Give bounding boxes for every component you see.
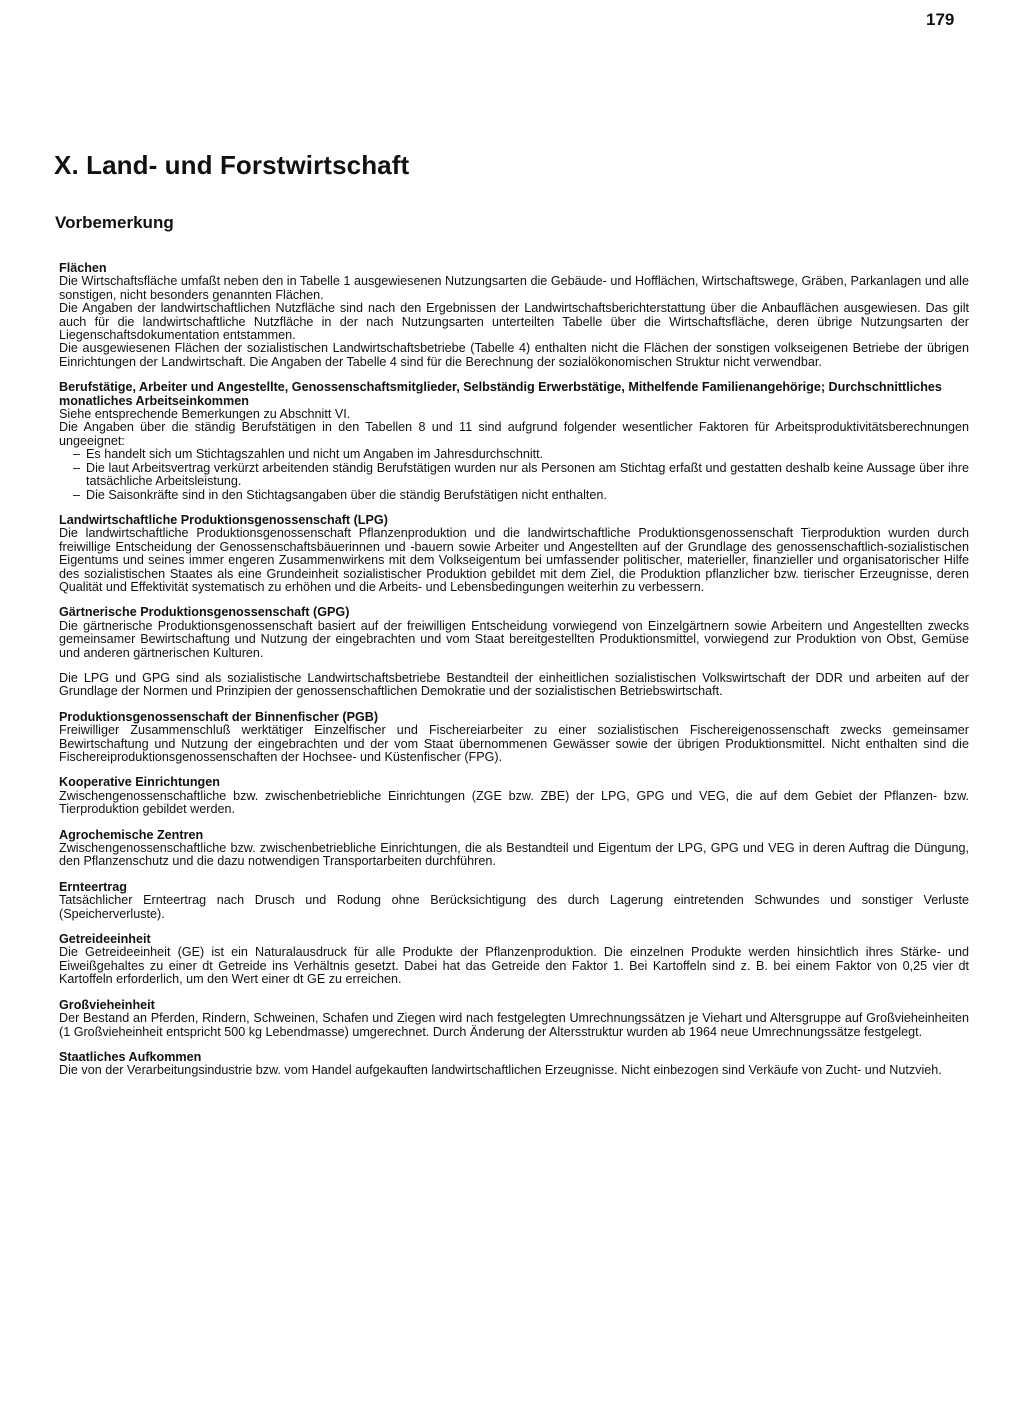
section-agrochemische-zentren [59,829,969,869]
document-body [59,262,969,1090]
section-lpg-gpg [59,672,969,699]
section-heading: Produktionsgenossenschaft der Binnenfischer (PGB) [59,709,379,724]
section-gpg [59,606,969,660]
paragraph: Siehe entsprechende Bemerkungen zu Abschnitt VI. [59,407,351,422]
paragraph: Die Getreideeinheit (GE) ist ein Naturalausdruck für alle Produkte der Pflanzenproduktion. Die einzelnen Produkte werden hinsichtlich ihres Stärke- und Eiweißgehaltes zu einer dt Getreide ins Verhältnis gesetzt. Dabei hat das Getreide den Faktor 1. Bei Kartoffeln sind z. B. bei einem Faktor von 0,25 vier dt Kartoffeln erforderlich, um den Wert einer dt GE zu erreichen. [59,945,969,987]
list-item: – Die laut Arbeitsvertrag verkürzt arbeitenden ständig Berufstätigen wurden nur als Personen am Stichtag erfaßt und gestatten deshalb keine Aussage über ihre tatsächliche Arbeitsleistung. [59,462,969,489]
section-heading: Flächen [59,261,107,275]
paragraph: Die gärtnerische Produktionsgenossenschaft basiert auf der freiwilligen Entscheidung vorwiegend von Einzelgärtnern sowie Arbeitern und Angestellten zwecks gemeinsamer Bewirtschaftung und Nutzung der eingebrachten und vom Staat bereitgestellten Produktionsmittel, vorwiegend zur Produktion von Obst, Gemüse und anderen gärtnerischen Kulturen. [59,618,969,660]
section-heading: Agrochemische Zentren [59,827,204,842]
subtitle: Vorbemerkung [55,213,174,232]
paragraph: Der Bestand an Pferden, Rindern, Schweinen, Schafen und Ziegen wird nach festgelegten Umrechnungssätzen je Viehart und Altersgruppe auf Großvieheinheiten (1 Großvieheinheit entspricht 500 kg Lebendmasse) umgerechnet. Durch Änderung der Altersstruktur wurden ab 1964 neue Umrechnungssätze festgelegt. [59,1011,969,1039]
section-heading: Ernteertrag [59,879,127,894]
paragraph: Die landwirtschaftliche Produktionsgenossenschaft Pflanzenproduktion und die landwirtschaftliche Produktionsgenossenschaft Tierproduktion wurden durch freiwillige Entscheidung der Genossenschaftsbäuerinnen und -bauern sowie Arbeiter und Angestellten auf der Grundlage des genossenschaftlich-sozialistischen Eigentums und seines immer engeren Zusammenwirkens mit dem Volkseigentum bei umfassender politischer, materieller, finanzieller und organisatorischer Hilfe des sozialistischen Staates als eine Grundeinheit sozialistischer Produktion gebildet mit dem Ziel, die Produktion pflanzlicher bzw. tierischer Erzeugnisse, deren Qualität und Effektivität systematisch zu erhöhen und die Arbeits- und Lebensbedingungen weiterhin zu verbessern. [59,526,969,594]
section-heading: Gärtnerische Produktionsgenossenschaft (GPG) [59,605,350,620]
section-heading: Staatliches Aufkommen [59,1049,202,1064]
paragraph: Die ausgewiesenen Flächen der sozialistischen Landwirtschaftsbetriebe (Tabelle 4) enthalten nicht die Flächen der sonstigen volkseigenen Betriebe der übrigen Einrichtungen der Landwirtschaft. Die Angaben der Tabelle 4 sind für die Berechnung der sozialökonomischen Struktur nicht verwendbar. [59,341,969,369]
section-heading: Kooperative Einrichtungen [59,775,220,790]
paragraph: Die Angaben über die ständig Berufstätigen in den Tabellen 8 und 11 sind aufgrund folgender wesentlicher Faktoren für Arbeitsproduktivitätsberechnungen ungeeignet: [59,420,969,448]
section-heading: Landwirtschaftliche Produktionsgenossenschaft (LPG) [59,512,388,527]
section-grossvieheinheit [59,999,969,1039]
dash-list [59,448,969,502]
section-kooperative-einrichtungen [59,776,969,816]
section-flaechen [59,262,969,369]
paragraph: Die von der Verarbeitungsindustrie bzw. vom Handel aufgekauften landwirtschaftlichen Erzeugnisse. Nicht einbezogen sind Verkäufe von Zucht- und Nutzvieh. [59,1063,942,1078]
section-staatliches-aufkommen [59,1051,969,1078]
section-heading: Getreideeinheit [59,932,151,947]
section-berufstaetige [59,381,969,502]
paragraph: Die Angaben der landwirtschaftlichen Nutzfläche sind nach den Ergebnissen der Landwirtschaftsberichterstattung über die Anbauflächen ausgewiesen. Das gilt auch für die landwirtschaftliche Nutzfläche in der nach Nutzungsarten unterteilten Tabelle über die Wirtschaftsfläche, deren übrige Nutzungsarten der Liegenschaftsdokumentation entstammen. [59,301,969,343]
paragraph: Zwischengenossenschaftliche bzw. zwischenbetriebliche Einrichtungen (ZGE bzw. ZBE) der LPG, GPG und VEG, die auf dem Gebiet der Pflanzen- bzw. Tierproduktion gebildet werden. [59,788,969,817]
section-getreideeinheit [59,933,969,987]
paragraph: Freiwilliger Zusammenschluß werktätiger Einzelfischer und Fischereiarbeiter zu einer sozialistischen Fischereigenossenschaft zwecks gemeinsamer Bewirtschaftung und Nutzung der eingebrachten und der vom Staat übernommenen Gewässer sowie der übrigen Produktionsmittel. Nicht enthalten sind die Fischereiproduktionsgenossenschaften der Hochsee- und Küstenfischer (FPG). [59,723,969,764]
section-heading: Berufstätige, Arbeiter und Angestellte, Genossenschaftsmitglieder, Selbständig Erwerbstätige, Mithelfende Familienangehörige; Durchschnittliches monatliches Arbeitseinkommen [59,380,942,408]
section-heading: Großvieheinheit [59,997,155,1012]
chapter-title: X. Land- und Forstwirtschaft [54,150,410,180]
paragraph: Die Wirtschaftsfläche umfaßt neben den in Tabelle 1 ausgewiesenen Nutzungsarten die Gebäude- und Hofflächen, Wirtschaftswege, Gräben, Parkanlagen und alle sonstigen, nicht besonders genannten Flächen. [59,274,969,302]
section-lpg [59,514,969,594]
section-ernteertrag [59,881,969,921]
section-pgb [59,711,969,765]
paragraph: Tatsächlicher Ernteertrag nach Drusch und Rodung ohne Berücksichtigung des durch Lagerung eintretenden Schwundes und sonstiger Verluste (Speicherverluste). [59,893,969,921]
page-number: 179 [926,10,955,29]
paragraph: Die LPG und GPG sind als sozialistische Landwirtschaftsbetriebe Bestandteil der einheitlichen sozialistischen Volkswirtschaft der DDR und arbeiten auf der Grundlage der Normen und Prinzipien der genossenschaftlichen Demokratie und der sozialistischen Betriebswirtschaft. [59,670,969,699]
list-item: – Es handelt sich um Stichtagszahlen und nicht um Angaben im Jahresdurchschnitt. [59,448,969,461]
list-item: – Die Saisonkräfte sind in den Stichtagsangaben über die ständig Berufstätigen nicht enthalten. [59,489,969,502]
paragraph: Zwischengenossenschaftliche bzw. zwischenbetriebliche Einrichtungen, die als Bestandteil und Eigentum der LPG, GPG und VEG in deren Auftrag die Düngung, den Pflanzenschutz und die dazu notwendigen Transportarbeiten durchführen. [59,841,969,869]
